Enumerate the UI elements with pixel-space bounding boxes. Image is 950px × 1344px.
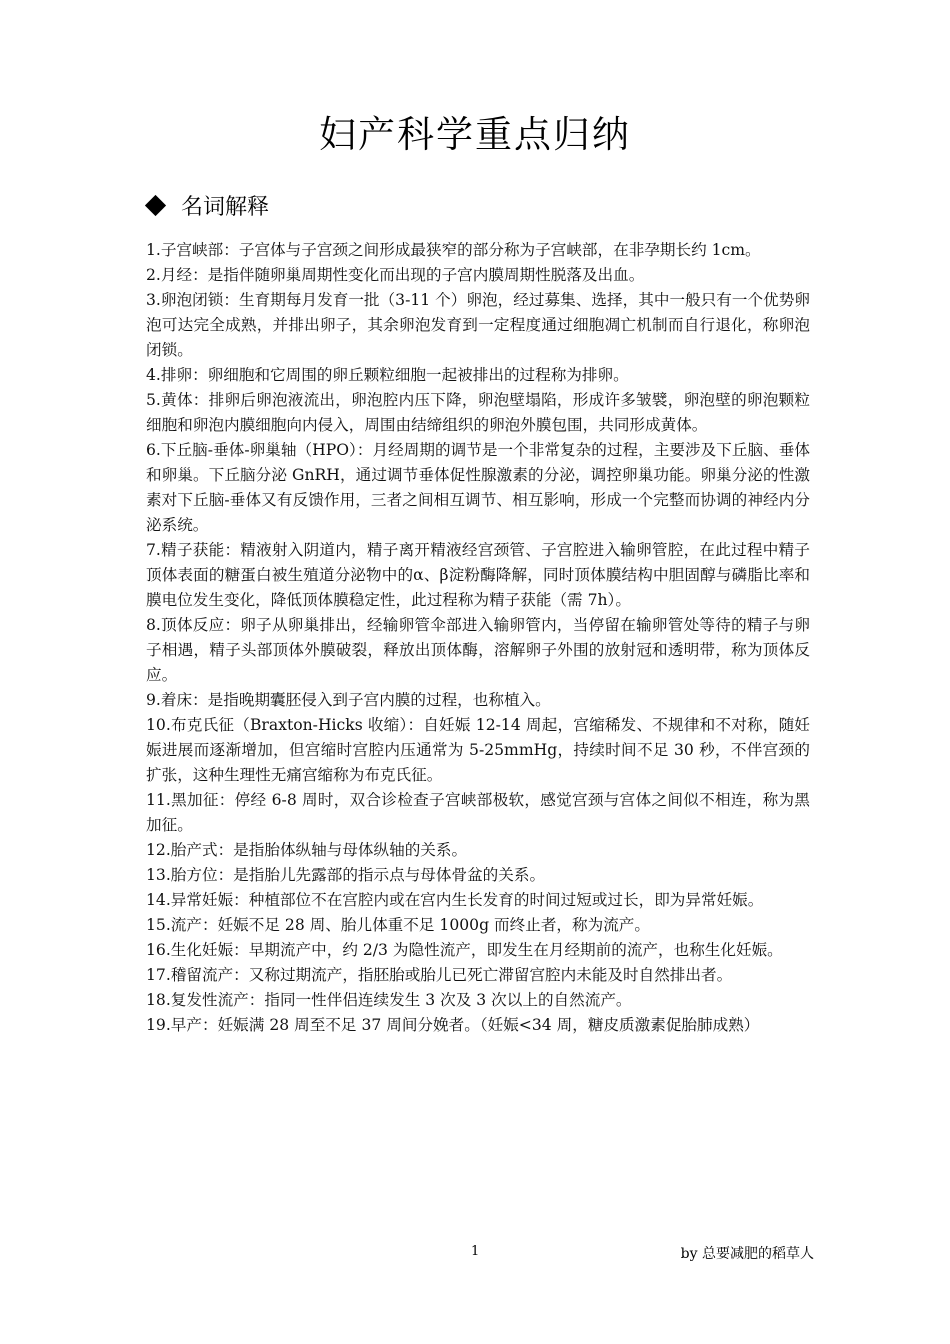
- definition-item: 16.生化妊娠：早期流产中，约 2/3 为隐性流产，即发生在月经期前的流产，也称生化妊娠。: [146, 941, 783, 959]
- definition-item: 5.黄体：排卵后卵泡液流出，卵泡腔内压下降，卵泡壁塌陷，形成许多皱襞，卵泡壁的卵泡颗粒细胞和卵泡内膜细胞向内侵入，周围由结缔组织的卵泡外膜包围，共同形成黄体。: [146, 391, 810, 434]
- definition-item: 19.早产：妊娠满 28 周至不足 37 周间分娩者。（妊娠<34 周，糖皮质激素促胎肺成熟）: [146, 1016, 760, 1034]
- author-credit: by 总要减肥的稻草人: [680, 1246, 814, 1262]
- definition-item: 8.顶体反应：卵子从卵巢排出，经输卵管伞部进入输卵管内，当停留在输卵管处等待的精子与卵子相遇，精子头部顶体外膜破裂，释放出顶体酶，溶解卵子外围的放射冠和透明带，称为顶体反应。: [146, 616, 810, 684]
- definition-item: 10.布克氏征（Braxton-Hicks 收缩）：自妊娠 12-14 周起，宫缩稀发、不规律和不对称，随妊娠进展而逐渐增加，但宫缩时宫腔内压通常为 5-25mmHg，持续时间不足 30 秒，不伴宫颈的扩张，这种生理性无痛宫缩称为布克氏征。: [146, 716, 810, 784]
- section-heading: [146, 190, 269, 221]
- definition-item: 13.胎方位：是指胎儿先露部的指示点与母体骨盆的关系。: [146, 866, 546, 884]
- diamond-icon: [145, 195, 166, 216]
- definition-item: 15.流产：妊娠不足 28 周、胎儿体重不足 1000g 而终止者，称为流产。: [146, 916, 650, 934]
- definition-item: 7.精子获能：精液射入阴道内，精子离开精液经宫颈管、子宫腔进入输卵管腔，在此过程中精子顶体表面的糖蛋白被生殖道分泌物中的α、β淀粉酶降解，同时顶体膜结构中胆固醇与磷脂比率和膜电位发生变化，降低顶体膜稳定性，此过程称为精子获能（需 7h）。: [146, 541, 810, 609]
- definition-item: 1.子宫峡部：子宫体与子宫颈之间形成最狭窄的部分称为子宫峡部，在非孕期长约 1cm。: [146, 241, 761, 259]
- page-title: 妇产科学重点归纳: [319, 113, 631, 156]
- definition-item: 4.排卵：卵细胞和它周围的卵丘颗粒细胞一起被排出的过程称为排卵。: [146, 366, 629, 384]
- page-number: 1: [471, 1244, 480, 1259]
- definition-item: 18.复发性流产：指同一性伴侣连续发生 3 次及 3 次以上的自然流产。: [146, 991, 632, 1009]
- definition-item: 3.卵泡闭锁：生育期每月发育一批（3-11 个）卵泡，经过募集、选择，其中一般只有一个优势卵泡可达完全成熟，并排出卵子，其余卵泡发育到一定程度通过细胞凋亡机制而自行退化，称卵泡闭锁。: [146, 291, 810, 359]
- definition-item: 11.黑加征：停经 6-8 周时，双合诊检查子宫峡部极软，感觉宫颈与宫体之间似不相连，称为黑加征。: [146, 791, 810, 834]
- definition-item: 6.下丘脑-垂体-卵巢轴（HPO）：月经周期的调节是一个非常复杂的过程，主要涉及下丘脑、垂体和卵巢。下丘脑分泌 GnRH，通过调节垂体促性腺激素的分泌，调控卵巢功能。卵巢分泌的性激素对下丘脑-垂体又有反馈作用，三者之间相互调节、相互影响，形成一个完整而协调的神经内分泌系统。: [146, 441, 810, 534]
- definition-item: 9.着床：是指晚期囊胚侵入到子宫内膜的过程，也称植入。: [146, 691, 551, 709]
- section-heading-label: 名词解释: [181, 195, 270, 220]
- definition-list: [146, 238, 810, 1038]
- definition-item: 12.胎产式：是指胎体纵轴与母体纵轴的关系。: [146, 841, 468, 859]
- definition-item: 14.异常妊娠：种植部位不在宫腔内或在宫内生长发育的时间过短或过长，即为异常妊娠。: [146, 891, 764, 909]
- definition-item: 2.月经：是指伴随卵巢周期性变化而出现的子宫内膜周期性脱落及出血。: [146, 266, 645, 284]
- definition-item: 17.稽留流产：又称过期流产，指胚胎或胎儿已死亡滞留宫腔内未能及时自然排出者。: [146, 966, 733, 984]
